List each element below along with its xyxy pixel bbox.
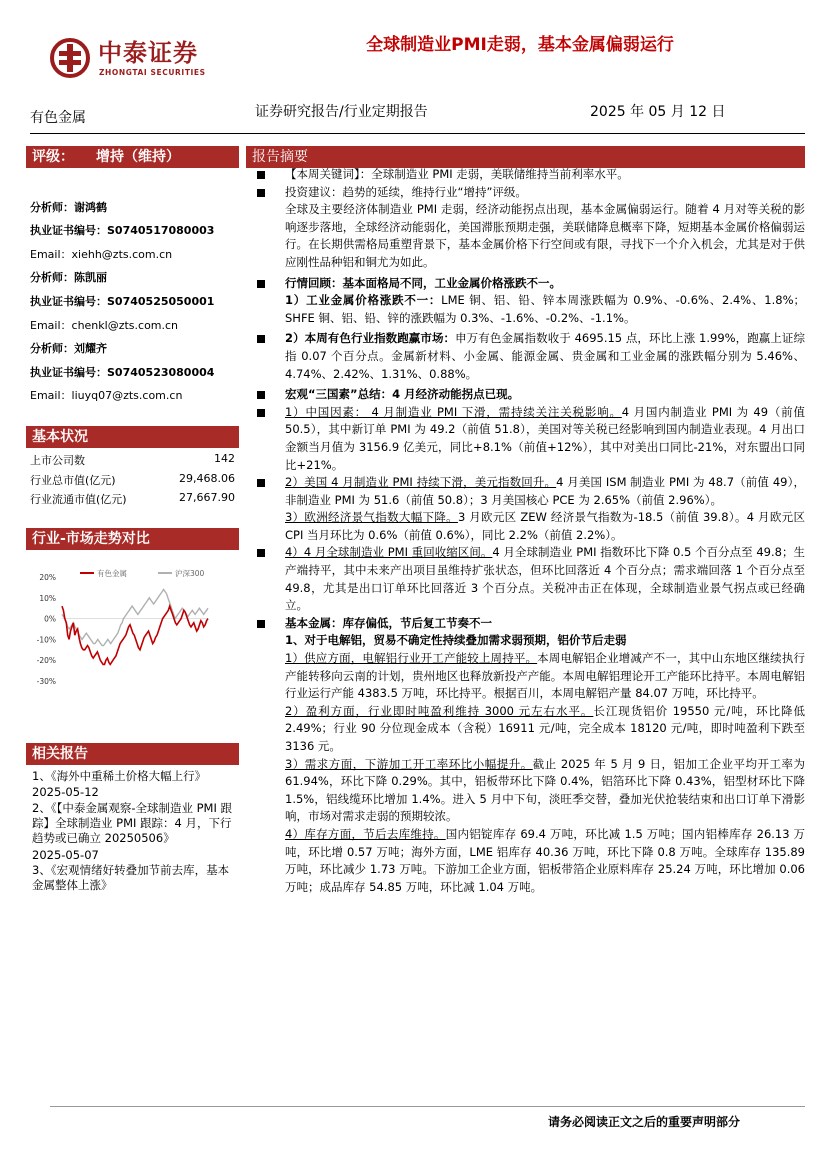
- series-line: [62, 606, 208, 664]
- related-report-date: 2025-05-07: [32, 848, 99, 862]
- bullet-icon: [257, 620, 265, 628]
- info-row: [30, 491, 235, 507]
- summary-para: 1）供应方面，电解铝行业开工产能较上周持平。本周电解铝企业增减产不一，其中山东地区继续执行产能转移向云南的计划，贵州地区也释放新投产产能。本周电解铝理论开工产能环比持平。本周电解铝行业运行产能 4383.5 万吨，环比持平。根据百川，本周电解铝产量 84.07 万吨，环比持平。: [285, 651, 805, 701]
- summary-heading: 基本金属：库存偏低，节后复工节奏不一: [255, 615, 805, 633]
- y-tick-label: -10%: [36, 635, 56, 645]
- summary-subheading: 1、对于电解铝，贸易不确定性持续叠加需求弱预期，铝价节后走弱: [285, 633, 627, 648]
- analyst-email[interactable]: Email：liuyq07@zts.com.cn: [30, 389, 183, 402]
- summary-para: 4）库存方面，节后去库维持。国内铝锭库存 69.4 万吨，环比减 1.5 万吨；国内铝棒库存 26.13 万吨，环比增 0.57 万吨；海外方面，LME 铝库存 40.36 万吨，环比下降 0.8 万吨。全球库存 135.89 万吨，环比减少 1.73 万吨。下游加工企业方面，铝板带箔企业原料库存 25.24 万吨，环比增加 0.06 万吨；成品库存 54.85 万吨，环比减 1.04 万吨。: [285, 826, 805, 894]
- bullet-icon: [257, 479, 265, 487]
- y-tick-label: 0%: [44, 614, 56, 624]
- info-row: [30, 452, 235, 468]
- analyst-cert: 执业证书编号：S0740525050001: [30, 295, 215, 308]
- market-trend-chart: [28, 563, 238, 691]
- footer-divider: [50, 1106, 805, 1107]
- info-value: 142: [214, 452, 235, 465]
- analyst-cert: 执业证书编号：S0740517080003: [30, 224, 215, 237]
- summary-bar: 报告摘要: [246, 146, 805, 168]
- summary-para: 4）4 月全球制造业 PMI 重回收缩区间。4 月全球制造业 PMI 指数环比下降 0.5 个百分点至 49.8；生产端持平，其中未来产出项目虽维持扩张状态，但环比回落近 4 个百分点；需求端回落 1 个百分点至 49.8，尤其是出口订单环比回落近 3 个百分点。关税冲击正在体现，全球制造业景气拐点或已经确立。: [255, 544, 805, 614]
- related-report-title[interactable]: 2、《【中泰金属观察-全球制造业 PMI 跟踪】全球制造业 PMI 跟踪：4 月，下行趋势或已确立 20250506》: [32, 801, 233, 845]
- summary-para: 3）需求方面，下游加工开工率环比小幅提升。截止 2025 年 5 月 9 日，铝加工企业平均开工率为 61.94%，环比下降 0.29%。其中，铝板带环比下降 0.4%，铝箔环比下降 0.43%，铝型材环比下降 1.5%，铝线缆环比增加 1.4%。进入 5 月中下旬，淡旺季交替，叠加光伏抢装结束和出口订单下滑影响，市场对需求走弱的预期较浓。: [285, 756, 805, 824]
- summary-para: 2）盈利方面，行业即时吨盈利维持 3000 元左右水平。长江现货铝价 19550 元/吨，环比降低 2.49%；行业 90 分位现金成本（含税）16911 元/吨，完全成本 18120 元/吨，即时吨盈利下跌至 3136 元。: [285, 703, 805, 753]
- summary-para: 2）美国 4 月制造业 PMI 持续下滑，美元指数回升。4 月美国 ISM 制造业 PMI 为 48.7（前值 49），非制造业 PMI 为 51.6（前值 50.8）；3 月美国核心 PCE 为 2.65%（前值 2.96%）。: [255, 474, 805, 509]
- brand-name-en: ZHONGTAI SECURITIES: [99, 68, 206, 77]
- analyst-name: 分析师：谢鸿鹤: [30, 201, 107, 214]
- rating-value: 增持（维持）: [96, 149, 180, 165]
- rating-bar: [26, 146, 239, 168]
- footer-disclaimer: 请务必阅读正文之后的重要声明部分: [548, 1115, 741, 1129]
- bullet-icon: [257, 171, 265, 179]
- related-report-date: 2025-05-12: [32, 785, 99, 799]
- rating-label: 评级：: [32, 149, 74, 165]
- summary-heading: 行情回顾：基本面格局不同，工业金属价格涨跌不一。: [255, 275, 805, 293]
- legend-label: 有色金属: [97, 569, 127, 578]
- y-tick-label: -30%: [36, 677, 56, 686]
- summary-para: 投资建议：趋势的延续，维持行业“增持”评级。: [255, 184, 805, 202]
- summary-para: 全球及主要经济体制造业 PMI 走弱，经济动能拐点出现，基本金属偏弱运行。随着 4 月对等关税的影响逐步落地，全球经济动能弱化，美国滞胀预期走强，美联储降息概率下降，短期基本金属价格偏弱运行。在长期供需格局重塑背景下，基本金属价格下行空间或有限，寻找下一个介入机会，尤其是对于供应刚性品种铝和铜尤为如此。: [285, 202, 805, 269]
- analyst-email[interactable]: Email：chenkl@zts.com.cn: [30, 319, 179, 332]
- summary-para: 1）中国因素： 4 月制造业 PMI 下滑，需持续关注关税影响。4 月国内制造业 PMI 为 49（前值 50.5），其中新订单 PMI 为 49.2（前值 51.8），美国对等关税已经影响到国内制造业表现。4 月出口金额当月值为 3156.9 亿美元，同比+8.1%（前值+12%），其中对美出口同比-21%，对东盟出口同比+21%。: [255, 404, 805, 474]
- report-date: 2025 年 05 月 12 日: [590, 104, 726, 120]
- industry-label: 有色金属: [30, 110, 86, 126]
- report-title: 全球制造业PMI走弱，基本金属偏弱运行: [366, 35, 674, 55]
- info-value: 29,468.06: [179, 472, 235, 485]
- bullet-icon: [257, 409, 265, 417]
- brand-name-cn: 中泰证券: [98, 39, 198, 67]
- analyst-cert: 执业证书编号：S0740523080004: [30, 366, 215, 379]
- summary-para: 【本周关键词】：全球制造业 PMI 走弱，美联储维持当前利率水平。: [255, 166, 805, 184]
- bullet-icon: [257, 549, 265, 557]
- analyst-name: 分析师：陈凯丽: [30, 271, 107, 284]
- report-type: 证券研究报告/行业定期报告: [255, 104, 428, 120]
- bullet-icon: [257, 335, 265, 343]
- summary-para: 3）欧洲经济景气指数大幅下降。3 月欧元区 ZEW 经济景气指数为-18.5（前值 39.8）。4 月欧元区 CPI 当月环比为 0.6%（前值 0.6%），同比 2.2%（前值 2.2%）。: [285, 510, 805, 542]
- header-divider: [30, 133, 805, 134]
- summary-para: 1）工业金属价格涨跌不一：LME 铜、铝、铅、锌本周涨跌幅为 0.9%、-0.6%、2.4%、1.8%；SHFE 铜、铝、铅、锌的涨跌幅为 0.3%、-1.6%、-0.2%、-1.1%。: [285, 293, 805, 325]
- bullet-icon: [257, 280, 265, 288]
- info-label: 行业流通市值(亿元): [30, 493, 127, 506]
- info-value: 27,667.90: [179, 491, 235, 504]
- related-report-title[interactable]: 1、《海外中重稀土价格大幅上行》: [32, 769, 207, 783]
- related-report-title[interactable]: 3、《宏观情绪好转叠加节前去库，基本金属整体上涨》: [32, 863, 230, 892]
- y-tick-label: 20%: [39, 573, 56, 582]
- y-tick-label: -20%: [36, 656, 56, 666]
- y-tick-label: 10%: [39, 593, 56, 603]
- analyst-email[interactable]: Email：xiehh@zts.com.cn: [30, 248, 173, 261]
- zhongtai-logo: [50, 38, 90, 78]
- bullet-icon: [257, 391, 265, 399]
- bullet-icon: [257, 189, 265, 197]
- market-trend-bar: 行业-市场走势对比: [26, 528, 239, 550]
- info-label: 行业总市值(亿元): [30, 474, 116, 487]
- legend-label: 沪深300: [175, 569, 205, 578]
- info-label: 上市公司数: [30, 454, 85, 467]
- summary-heading: 宏观“三国素”总结：4 月经济动能拐点已现。: [255, 386, 805, 404]
- analyst-name: 分析师：刘耀齐: [30, 342, 107, 355]
- summary-para: 2）本周有色行业指数跑赢市场：申万有色金属指数收于 4695.15 点，环比上涨 1.99%，跑赢上证综指 0.07 个百分点。金属新材料、小金属、能源金属、贵金属和工业金属的涨跌幅分别为 5.46%、4.74%、2.42%、1.31%、0.88%。: [255, 330, 805, 383]
- summary-content: [255, 166, 805, 896]
- related-reports-bar: 相关报告: [26, 743, 239, 765]
- info-row: [30, 472, 235, 488]
- basic-info-bar: 基本状况: [26, 426, 239, 448]
